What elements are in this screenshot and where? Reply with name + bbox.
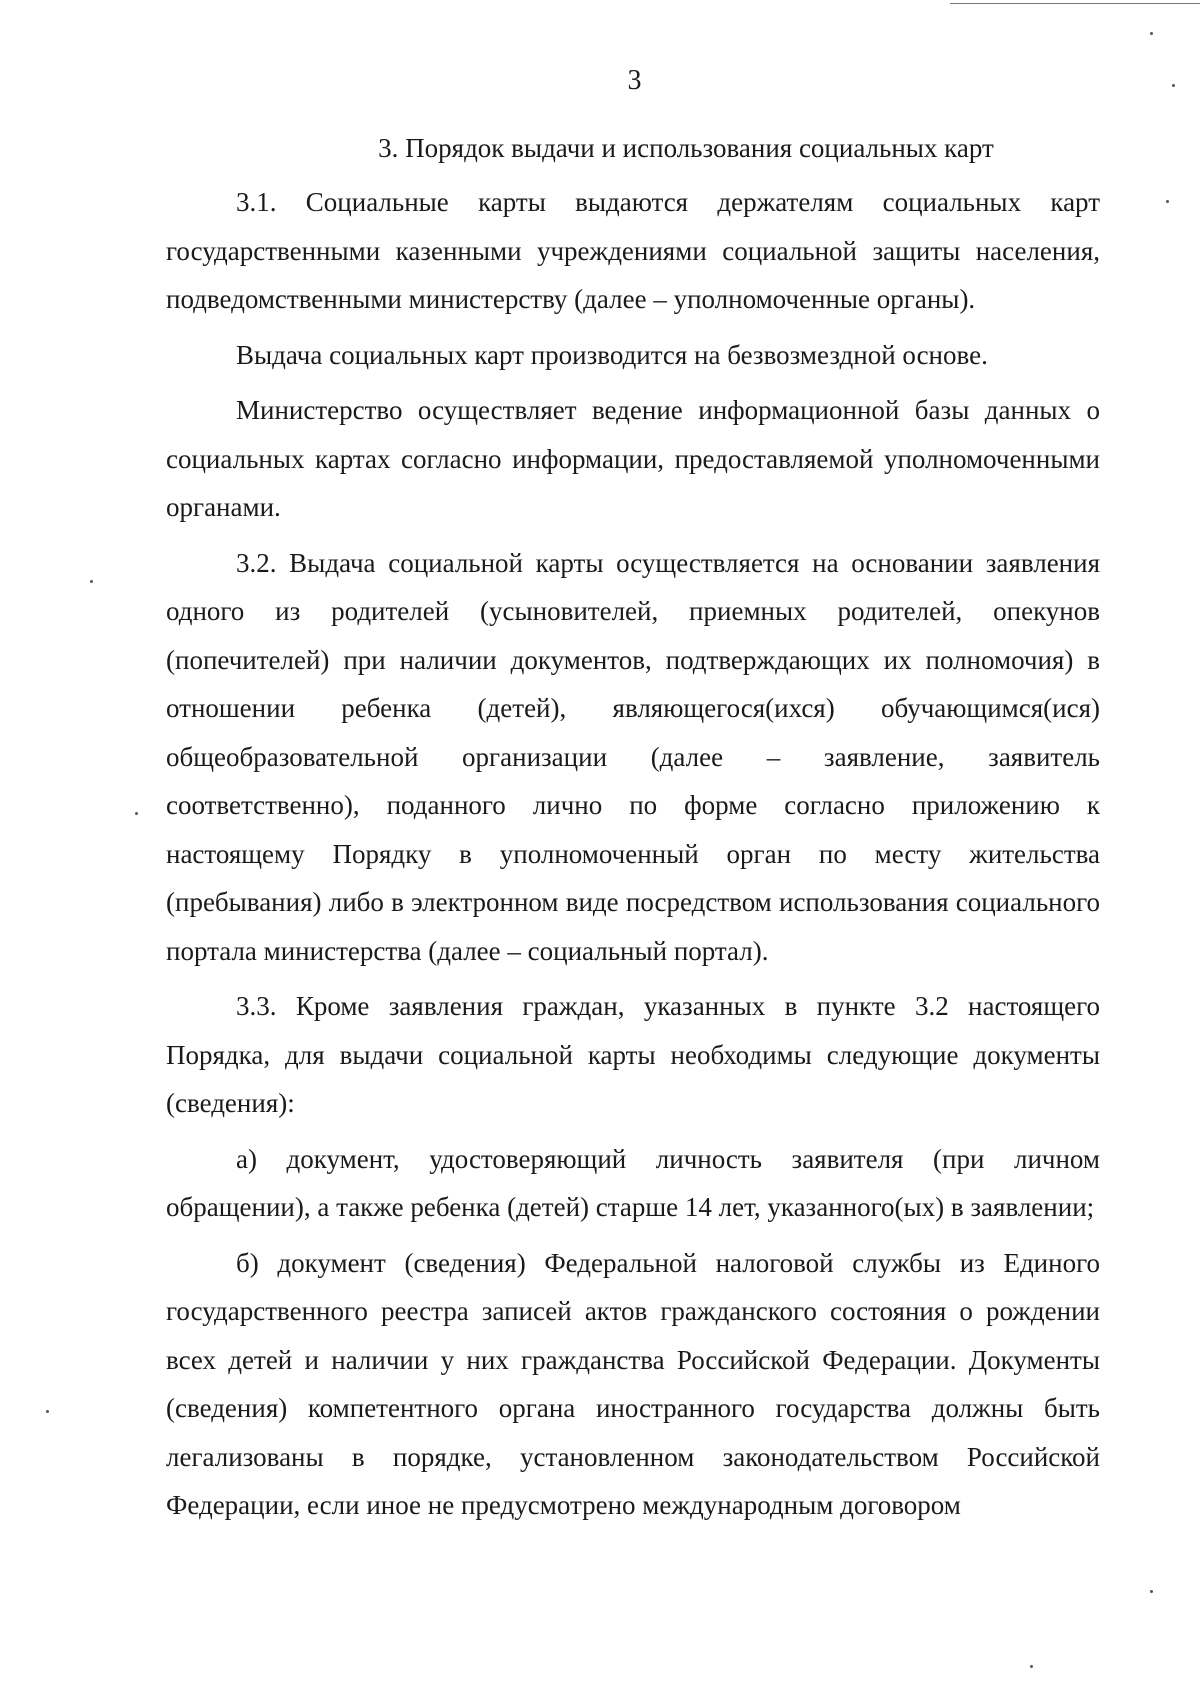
scan-speck	[46, 1410, 49, 1413]
page-number: 3	[627, 65, 642, 96]
scan-speck	[1030, 1665, 1033, 1668]
paragraph-3-1: 3.1. Социальные карты выдаются держателям социальных карт государственными казенными учреждениями социальной защиты населения, подведомственными министерству (далее – уполномоченные органы).	[166, 187, 1100, 314]
scan-speck	[90, 580, 93, 583]
scan-speck	[1172, 84, 1175, 87]
scan-speck	[1166, 200, 1169, 203]
top-edge-rule	[950, 3, 1200, 4]
scan-speck	[1150, 32, 1153, 35]
paragraph-free-issue: Выдача социальных карт производится на безвозмездной основе.	[236, 339, 988, 370]
paragraph-item-b: б) документ (сведения) Федеральной налоговой службы из Единого государственного реестра записей актов гражданского состояния о рождении всех детей и наличии у них гражданства Российской Федерации. Документы (сведения) компетентного органа иностранного государства должны быть легализованы в порядке, установленном законодательством Российской Федерации, если иное не предусмотрено международным договором	[166, 1247, 1100, 1520]
section-heading: 3. Порядок выдачи и использования социальных карт	[378, 133, 994, 163]
scan-speck	[1150, 1590, 1153, 1593]
body-text	[166, 178, 1100, 1530]
paragraph-database: Министерство осуществляет ведение информационной базы данных о социальных картах согласно информации, предоставляемой уполномоченными органами.	[166, 395, 1100, 522]
scan-speck	[135, 812, 138, 815]
paragraph-item-a: а) документ, удостоверяющий личность заявителя (при личном обращении), а также ребенка (детей) старше 14 лет, указанного(ых) в заявлении;	[166, 1143, 1100, 1222]
paragraph-3-2: 3.2. Выдача социальной карты осуществляется на основании заявления одного из родителей (усыновителей, приемных родителей, опекунов (попечителей) при наличии документов, подтверждающих их полномочия) в отношении ребенка (детей), являющегося(ихся) обучающимся(ися) общеобразовательной организации (далее – заявление, заявитель соответственно), поданного лично по форме согласно приложению к настоящему Порядку в уполномоченный орган по месту жительства (пребывания) либо в электронном виде посредством использования социального портала министерства (далее – социальный портал).	[166, 547, 1100, 966]
paragraph-3-3: 3.3. Кроме заявления граждан, указанных в пункте 3.2 настоящего Порядка, для выдачи социальной карты необходимы следующие документы (сведения):	[166, 991, 1100, 1118]
